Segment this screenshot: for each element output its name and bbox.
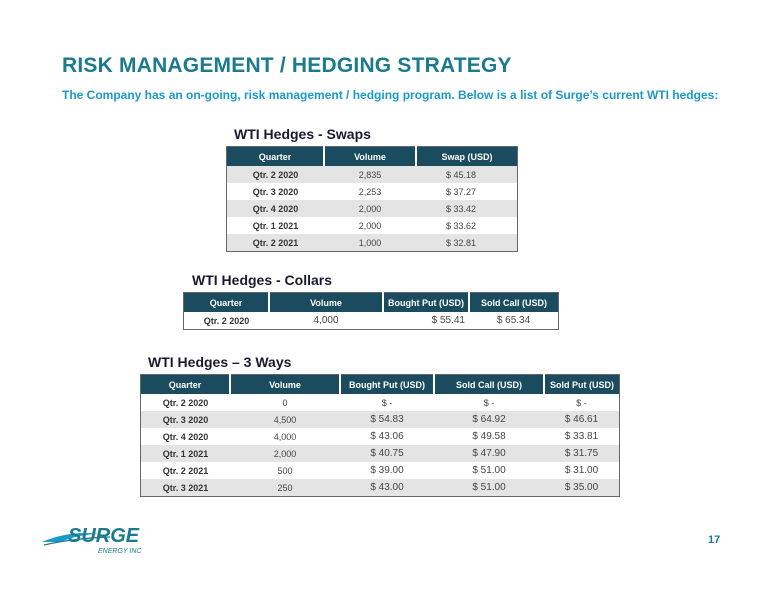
sold-call-cell: $ 64.92 — [434, 411, 544, 428]
sold-put-cell: $ 35.00 — [544, 479, 620, 497]
swaps-table — [226, 146, 518, 252]
quarter-cell: Qtr. 1 2021 — [227, 217, 325, 234]
quarter-cell: Qtr. 1 2021 — [141, 445, 231, 462]
volume-cell: 500 — [230, 462, 340, 479]
table-row — [227, 217, 518, 234]
surge-swoosh-icon — [40, 520, 160, 560]
three-ways-table — [140, 374, 620, 497]
volume-cell: 2,000 — [230, 445, 340, 462]
quarter-cell: Qtr. 2 2021 — [227, 234, 325, 252]
sold-put-cell: $ 31.75 — [544, 445, 620, 462]
bought-put-cell: $ 40.75 — [340, 445, 434, 462]
quarter-cell: Qtr. 2 2020 — [141, 394, 231, 411]
table-row — [141, 428, 620, 445]
collars-table — [183, 292, 559, 330]
volume-cell: 250 — [230, 479, 340, 497]
three-ways-header-sold-put: Sold Put (USD) — [544, 375, 620, 395]
collars-header-bought-put: Bought Put (USD) — [383, 293, 469, 313]
page-number: 17 — [708, 534, 721, 546]
table-row — [227, 234, 518, 252]
volume-cell: 4,000 — [269, 312, 383, 330]
table-row — [141, 394, 620, 411]
quarter-cell: Qtr. 3 2020 — [227, 183, 325, 200]
bought-put-cell: $ - — [340, 394, 434, 411]
sold-put-cell: $ 46.61 — [544, 411, 620, 428]
surge-energy-logo — [40, 520, 160, 560]
volume-cell: 2,000 — [324, 217, 416, 234]
logo-tagline: ENERGY INC — [98, 548, 142, 555]
collars-title: WTI Hedges - Collars — [192, 272, 333, 288]
table-row — [227, 166, 518, 183]
page-title: RISK MANAGEMENT / HEDGING STRATEGY — [62, 54, 512, 77]
table-row — [141, 411, 620, 428]
volume-cell: 4,500 — [230, 411, 340, 428]
table-row — [141, 445, 620, 462]
table-row — [227, 183, 518, 200]
swap-cell: $ 45.18 — [416, 166, 518, 183]
volume-cell: 2,000 — [324, 200, 416, 217]
three-ways-header-quarter: Quarter — [141, 375, 231, 395]
swaps-header-volume: Volume — [324, 147, 416, 167]
bought-put-cell: $ 39.00 — [340, 462, 434, 479]
quarter-cell: Qtr. 3 2021 — [141, 479, 231, 497]
swaps-header-swap: Swap (USD) — [416, 147, 518, 167]
three-ways-header-bought-put: Bought Put (USD) — [340, 375, 434, 395]
table-row — [227, 200, 518, 217]
collars-header-sold-call: Sold Call (USD) — [469, 293, 559, 313]
swap-cell: $ 33.42 — [416, 200, 518, 217]
volume-cell: 2,253 — [324, 183, 416, 200]
table-row — [141, 462, 620, 479]
swaps-title: WTI Hedges - Swaps — [234, 126, 371, 142]
quarter-cell: Qtr. 3 2020 — [141, 411, 231, 428]
collars-header-row — [184, 293, 559, 313]
quarter-cell: Qtr. 4 2020 — [141, 428, 231, 445]
bought-put-cell: $ 43.00 — [340, 479, 434, 497]
volume-cell: 0 — [230, 394, 340, 411]
sold-call-cell: $ 51.00 — [434, 462, 544, 479]
sold-put-cell: $ - — [544, 394, 620, 411]
logo-wordmark: SURGE — [68, 525, 140, 547]
bought-put-cell: $ 43.06 — [340, 428, 434, 445]
sold-put-cell: $ 33.81 — [544, 428, 620, 445]
sold-call-cell: $ 49.58 — [434, 428, 544, 445]
swaps-header-quarter: Quarter — [227, 147, 325, 167]
sold-call-cell: $ 47.90 — [434, 445, 544, 462]
swaps-header-row — [227, 147, 518, 167]
quarter-cell: Qtr. 4 2020 — [227, 200, 325, 217]
swap-cell: $ 32.81 — [416, 234, 518, 252]
swap-cell: $ 37.27 — [416, 183, 518, 200]
sold-put-cell: $ 31.00 — [544, 462, 620, 479]
three-ways-header-volume: Volume — [230, 375, 340, 395]
volume-cell: 2,835 — [324, 166, 416, 183]
table-row — [141, 479, 620, 497]
quarter-cell: Qtr. 2 2021 — [141, 462, 231, 479]
volume-cell: 4,000 — [230, 428, 340, 445]
swap-cell: $ 33.62 — [416, 217, 518, 234]
volume-cell: 1,000 — [324, 234, 416, 252]
quarter-cell: Qtr. 2 2020 — [227, 166, 325, 183]
bought-put-cell: $ 54.83 — [340, 411, 434, 428]
sold-call-cell: $ - — [434, 394, 544, 411]
three-ways-header-sold-call: Sold Call (USD) — [434, 375, 544, 395]
collars-header-quarter: Quarter — [184, 293, 270, 313]
collars-header-volume: Volume — [269, 293, 383, 313]
sold-call-cell: $ 65.34 — [469, 312, 559, 330]
table-row — [184, 312, 559, 330]
quarter-cell: Qtr. 2 2020 — [184, 312, 270, 330]
bought-put-cell: $ 55.41 — [383, 312, 469, 330]
three-ways-header-row — [141, 375, 620, 395]
sold-call-cell: $ 51.00 — [434, 479, 544, 497]
page-subtitle: The Company has an on-going, risk management / hedging program. Below is a list of Surge’s current WTI hedges: — [62, 88, 719, 102]
three-ways-title: WTI Hedges – 3 Ways — [148, 354, 292, 370]
